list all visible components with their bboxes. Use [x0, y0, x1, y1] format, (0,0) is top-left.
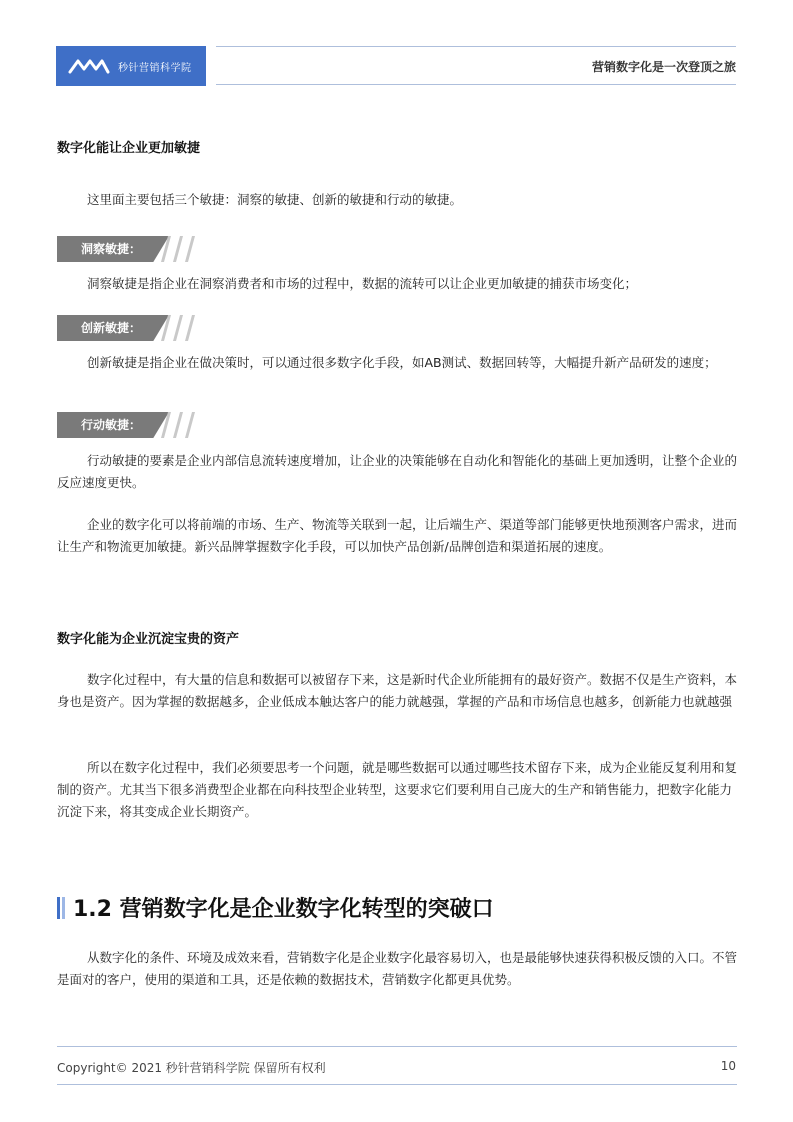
logo: [56, 46, 206, 86]
chapter-heading-text: 1.2 营销数字化是企业数字化转型的突破口: [73, 897, 494, 922]
paragraph-action: 行动敏捷的要素是企业内部信息流转速度增加，让企业的决策能够在自动化和智能化的基础上更加透明，让整个企业的反应速度更快。: [57, 453, 738, 490]
page-number: 10: [720, 1059, 736, 1073]
logo-text: 秒针营销科学院: [118, 62, 192, 74]
tag-innovation-agility: [57, 315, 207, 341]
heading-accent-bar: [57, 897, 60, 919]
header-title: 营销数字化是一次登顶之旅: [591, 60, 736, 74]
header-divider-top: [216, 46, 736, 47]
section-heading-agility: 数字化能让企业更加敏捷: [57, 141, 201, 156]
paragraph-assets-1: 数字化过程中，有大量的信息和数据可以被留存下来，这是新时代企业所能拥有的最好资产。数据不仅是生产资料，本身也是资产。因为掌握的数据越多，企业低成本触达客户的能力就越强，掌握的产品和市场信息也越多，创新能力也就越强: [57, 672, 738, 709]
paragraph-marketing: 从数字化的条件、环境及成效来看，营销数字化是企业数字化最容易切入，也是最能够快速获得积极反馈的入口。不管是面对的客户，使用的渠道和工具，还是依赖的数据技术，营销数字化都更具优势。: [57, 950, 738, 987]
tag-insight-agility: [57, 236, 207, 262]
footer-divider-top: [57, 1046, 737, 1047]
tag-label: 创新敏捷：: [81, 321, 142, 335]
heading-accent-bar: [62, 897, 65, 919]
chapter-heading: [57, 892, 494, 923]
paragraph-assets-2: 所以在数字化过程中，我们必须要思考一个问题，就是哪些数据可以通过哪些技术留存下来，成为企业能反复利用和复制的资产。尤其当下很多消费型企业都在向科技型企业转型，这要求它们要利用自己庞大的生产和销售能力，把数字化能力沉淀下来，将其变成企业长期资产。: [57, 760, 738, 819]
footer-copyright: Copyright© 2021 秒针营销科学院 保留所有权利: [57, 1061, 326, 1075]
section-heading-assets: 数字化能为企业沉淀宝贵的资产: [57, 632, 240, 647]
tag-action-agility: [57, 412, 207, 438]
paragraph-intro: 这里面主要包括三个敏捷：洞察的敏捷、创新的敏捷和行动的敏捷。: [87, 192, 463, 207]
header-divider-bottom: [216, 84, 736, 85]
tag-label: 洞察敏捷：: [81, 242, 142, 256]
tag-label: 行动敏捷：: [81, 418, 142, 432]
logo-icon: [68, 56, 110, 76]
footer-divider-bottom: [57, 1084, 737, 1085]
paragraph-innovation: 创新敏捷是指企业在做决策时，可以通过很多数字化手段，如AB测试、数据回转等，大幅提升新产品研发的速度；: [87, 355, 717, 370]
paragraph-insight: 洞察敏捷是指企业在洞察消费者和市场的过程中，数据的流转可以让企业更加敏捷的捕获市场变化；: [87, 276, 638, 291]
paragraph-enterprise-digital: 企业的数字化可以将前端的市场、生产、物流等关联到一起，让后端生产、渠道等部门能够更快地预测客户需求，进而让生产和物流更加敏捷。新兴品牌掌握数字化手段，可以加快产品创新/品牌创造和渠道拓展的速度。: [57, 517, 738, 554]
